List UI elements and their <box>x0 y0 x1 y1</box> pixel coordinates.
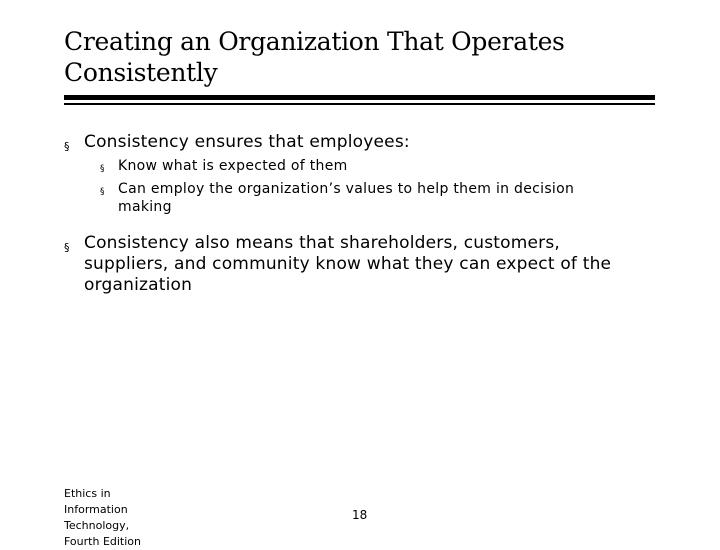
page-number: 18 <box>352 508 368 522</box>
bullet-text: Consistency also means that shareholders, customers, suppliers, and community know what they can expect of the organization <box>84 233 612 295</box>
sub-bullet-text: Know what is expected of them <box>118 158 348 174</box>
slide-title: Creating an Organization That Operates Consistently <box>64 27 565 87</box>
sub-bullet-marker: § <box>100 164 105 174</box>
sub-bullet-item <box>100 157 620 175</box>
sub-bullet-text: Can employ the organization’s values to help them in decision making <box>118 181 575 215</box>
bullet-item <box>64 132 664 153</box>
bullet-item <box>64 233 639 296</box>
bullet-marker: § <box>64 241 70 254</box>
bullet-marker: § <box>64 140 70 153</box>
title-divider-thick <box>64 95 655 100</box>
sub-bullet-item <box>100 180 610 216</box>
footer-source: Ethics in Information Technology, Fourth Edition <box>64 487 141 548</box>
title-divider-thin <box>64 103 655 105</box>
sub-bullet-marker: § <box>100 187 105 197</box>
bullet-text: Consistency ensures that employees: <box>84 132 410 152</box>
